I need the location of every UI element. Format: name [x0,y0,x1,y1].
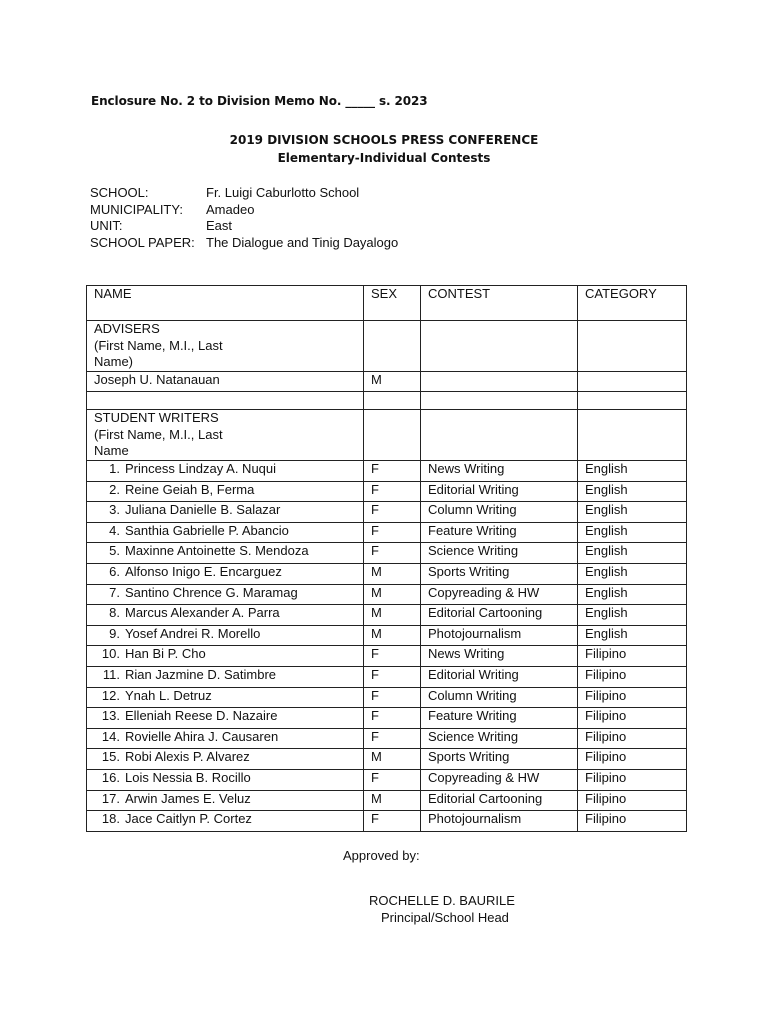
student-number: 13. [101,708,120,724]
student-number: 14. [101,728,120,744]
student-sex: F [364,461,421,482]
table-row [87,584,687,605]
student-name: Rovielle Ahira J. Causaren [125,728,279,744]
student-name: Santhia Gabrielle P. Abancio [125,522,289,538]
adviser-name: Joseph U. Natanauan [87,372,364,392]
student-name: Rian Jazmine D. Satimbre [125,666,276,682]
adviser-category [578,372,687,392]
info-row [90,185,398,202]
adviser-contest [421,372,578,392]
student-name-cell [87,543,364,564]
principal-title: Principal/School Head [381,910,509,925]
info-row [90,235,398,252]
student-category: English [578,481,687,502]
student-category: English [578,461,687,482]
table-row [87,728,687,749]
student-sex: F [364,481,421,502]
students-heading: STUDENT WRITERS (First Name, M.I., Last Name [87,410,364,461]
student-name-cell [87,605,364,626]
blank-row [87,392,687,410]
student-number: 18. [101,811,120,827]
student-name: Han Bi P. Cho [125,646,206,662]
student-number: 2. [109,481,120,497]
student-category: Filipino [578,646,687,667]
column-header-sex: SEX [364,286,421,321]
table-row [87,749,687,770]
student-contest: Feature Writing [421,522,578,543]
table-row [87,687,687,708]
student-number: 12. [101,687,120,703]
student-name-cell [87,522,364,543]
student-name: Robi Alexis P. Alvarez [125,749,250,765]
student-category: Filipino [578,708,687,729]
student-contest: Editorial Cartooning [421,605,578,626]
info-value: Amadeo [206,201,255,217]
table-row [87,625,687,646]
table-row [87,461,687,482]
student-number: 9. [109,625,120,641]
student-name-cell [87,502,364,523]
info-row [90,218,398,235]
table-row [87,605,687,626]
student-name-cell [87,749,364,770]
student-name-cell [87,481,364,502]
adviser-row [87,372,687,392]
student-name-cell [87,687,364,708]
student-sex: M [364,584,421,605]
student-category: Filipino [578,687,687,708]
student-number: 6. [109,563,120,579]
student-name: Elleniah Reese D. Nazaire [125,708,278,724]
student-number: 8. [109,605,120,621]
student-sex: F [364,646,421,667]
student-name-cell [87,811,364,832]
student-name: Santino Chrence G. Maramag [125,584,298,600]
student-name: Arwin James E. Veluz [125,790,251,806]
student-sex: F [364,502,421,523]
student-name-cell [87,584,364,605]
student-number: 11. [102,666,120,682]
table-row [87,563,687,584]
student-sex: F [364,728,421,749]
student-number: 3. [109,502,120,518]
student-category: Filipino [578,769,687,790]
student-category: Filipino [578,728,687,749]
student-contest: News Writing [421,461,578,482]
info-value: The Dialogue and Tinig Dayalogo [206,234,399,250]
student-contest: Sports Writing [421,749,578,770]
student-sex: F [364,769,421,790]
student-number: 1. [109,461,120,476]
table-row [87,481,687,502]
student-name-cell [87,461,364,482]
student-number: 4. [109,522,120,538]
table-row [87,666,687,687]
student-number: 17. [101,790,120,806]
student-category: English [578,584,687,605]
student-sex: M [364,605,421,626]
info-label: UNIT: [90,218,123,233]
table-row [87,522,687,543]
table-row [87,543,687,564]
student-contest: Copyreading & HW [421,584,578,605]
student-sex: F [364,708,421,729]
student-sex: F [364,522,421,543]
student-name: Ynah L. Detruz [125,687,212,703]
student-name-cell [87,790,364,811]
student-number: 10. [101,646,120,662]
info-label: SCHOOL PAPER: [90,234,195,250]
student-name: Princess Lindzay A. Nuqui [125,461,277,476]
principal-name: ROCHELLE D. BAURILE [369,893,515,908]
student-number: 5. [109,543,120,559]
roster-table [86,285,687,832]
student-category: English [578,522,687,543]
student-contest: Feature Writing [421,708,578,729]
student-contest: Science Writing [421,728,578,749]
student-sex: F [364,666,421,687]
conference-title: 2019 DIVISION SCHOOLS PRESS CONFERENCE [229,133,539,147]
student-category: English [578,563,687,584]
advisers-heading: ADVISERS (First Name, M.I., Last Name) [87,321,364,372]
student-contest: Photojournalism [421,625,578,646]
student-category: Filipino [578,811,687,832]
info-value: East [206,218,233,233]
student-name-cell [87,728,364,749]
student-name-cell [87,708,364,729]
student-number: 7. [109,584,120,600]
table-row [87,790,687,811]
student-contest: Column Writing [421,502,578,523]
student-contest: Sports Writing [421,563,578,584]
approved-by-label: Approved by: [343,848,420,863]
column-header-category: CATEGORY [578,286,687,321]
column-header-name: NAME [87,286,364,321]
student-sex: F [364,687,421,708]
student-name: Lois Nessia B. Rocillo [125,769,251,785]
student-contest: Editorial Cartooning [421,790,578,811]
student-contest: Column Writing [421,687,578,708]
student-sex: M [364,749,421,770]
conference-subtitle: Elementary-Individual Contests [277,151,491,165]
student-category: Filipino [578,749,687,770]
student-name: Juliana Danielle B. Salazar [125,502,281,518]
student-name-cell [87,646,364,667]
info-label: SCHOOL: [90,185,149,200]
table-row [87,502,687,523]
student-name: Alfonso Inigo E. Encarguez [125,563,282,579]
info-value: Fr. Luigi Caburlotto School [206,185,360,200]
student-category: Filipino [578,666,687,687]
enclosure-line: Enclosure No. 2 to Division Memo No. _____ s. 2023 [91,94,428,108]
student-name-cell [87,625,364,646]
student-name: Jace Caitlyn P. Cortez [125,811,252,827]
students-section-row [87,410,687,461]
table-header-row [87,286,687,321]
column-header-contest: CONTEST [421,286,578,321]
school-info [90,185,398,251]
adviser-sex: M [364,372,421,392]
student-sex: F [364,811,421,832]
student-category: English [578,625,687,646]
student-name: Marcus Alexander A. Parra [125,605,280,621]
table-row [87,708,687,729]
table-row [87,769,687,790]
advisers-section-row [87,321,687,372]
student-number: 16. [101,769,120,785]
student-contest: Editorial Writing [421,666,578,687]
student-contest: News Writing [421,646,578,667]
student-sex: M [364,625,421,646]
table-row [87,811,687,832]
student-category: Filipino [578,790,687,811]
student-contest: Editorial Writing [421,481,578,502]
student-name: Maxinne Antoinette S. Mendoza [125,543,309,559]
student-sex: M [364,790,421,811]
student-category: English [578,605,687,626]
table-row [87,646,687,667]
student-contest: Photojournalism [421,811,578,832]
student-sex: F [364,543,421,564]
student-name: Yosef Andrei R. Morello [125,625,261,641]
info-row [90,202,398,219]
student-sex: M [364,563,421,584]
student-name-cell [87,666,364,687]
student-name-cell [87,769,364,790]
student-name-cell [87,563,364,584]
student-contest: Science Writing [421,543,578,564]
student-category: English [578,543,687,564]
info-label: MUNICIPALITY: [90,201,183,217]
student-number: 15. [101,749,120,765]
student-name: Reine Geiah B, Ferma [125,481,255,497]
student-contest: Copyreading & HW [421,769,578,790]
student-category: English [578,502,687,523]
